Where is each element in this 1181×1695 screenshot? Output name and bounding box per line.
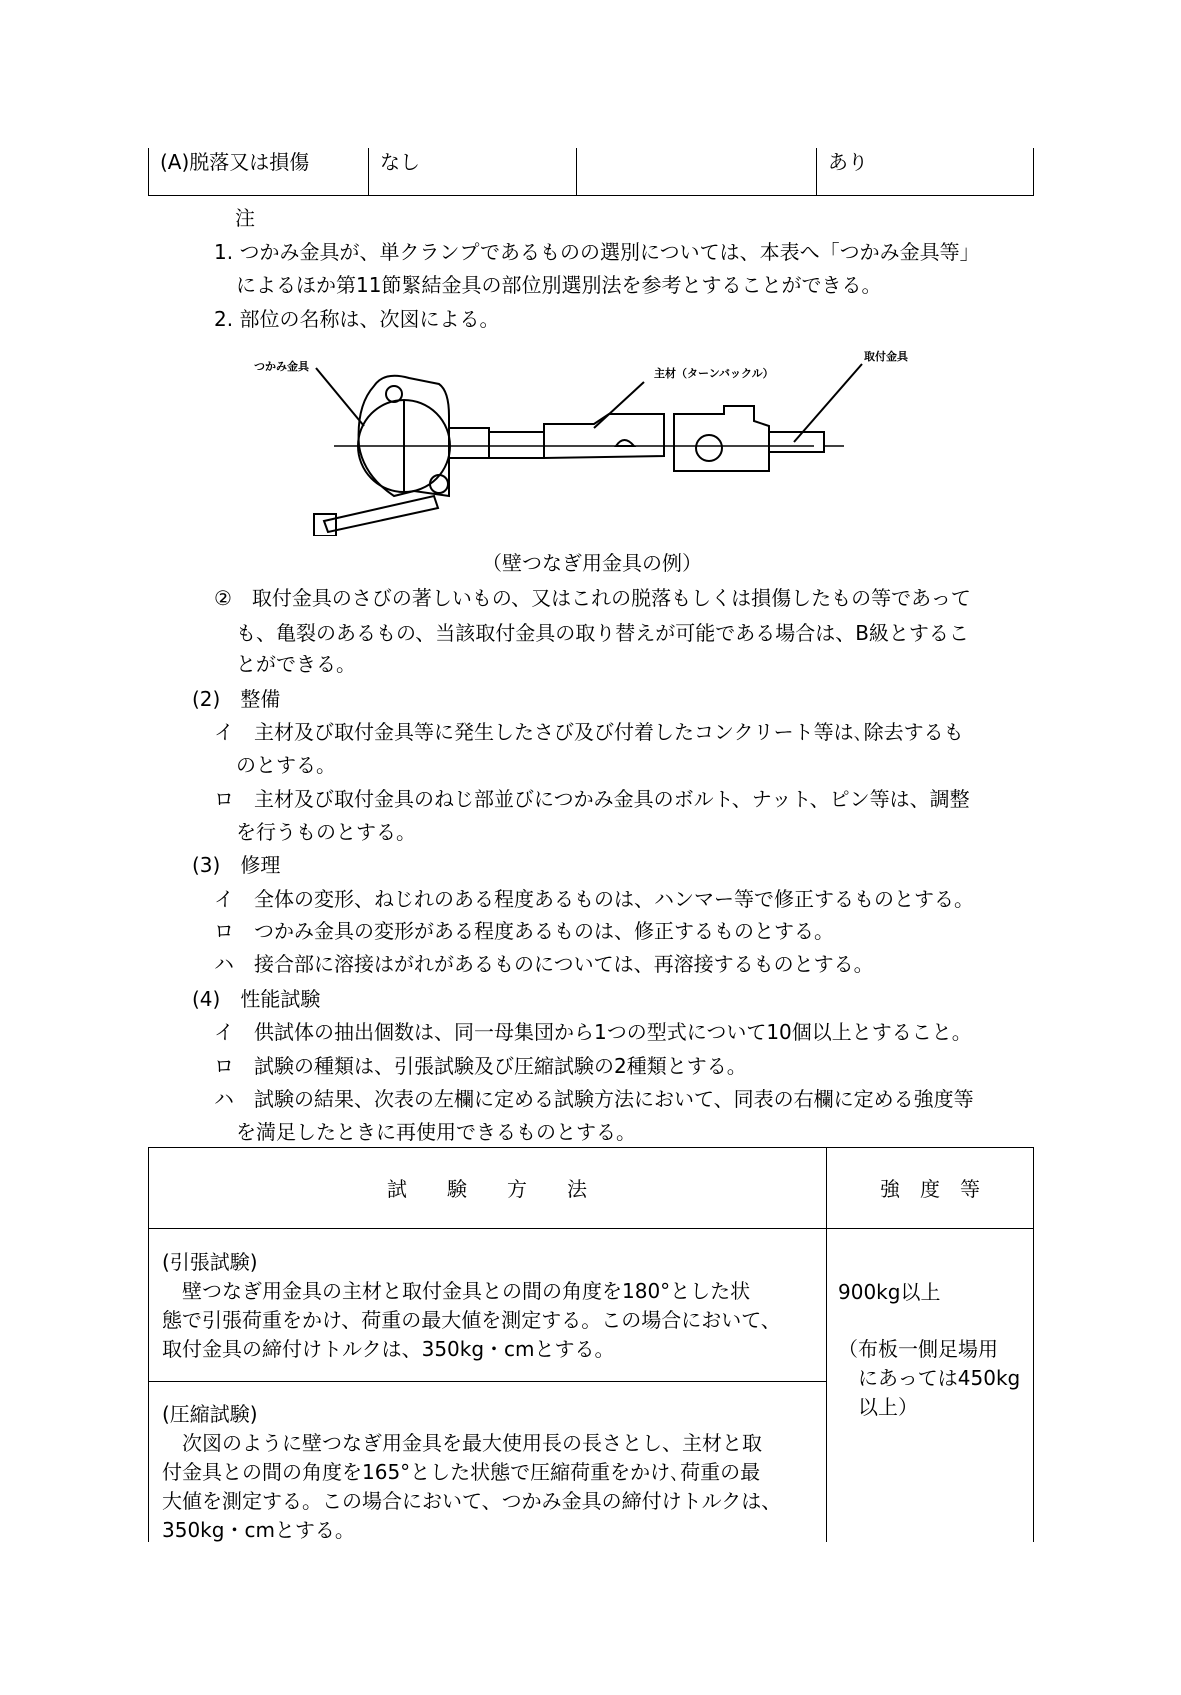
paragraph-line: ロ つかみ金具の変形がある程度あるものは、修正するものとする。	[214, 919, 834, 943]
table-border	[576, 148, 577, 196]
paragraph-line: ロ 試験の種類は、引張試験及び圧縮試験の2種類とする。	[214, 1054, 747, 1078]
section-heading: (2) 整備	[192, 687, 281, 711]
table-cell: (A)脱落又は損傷	[160, 150, 310, 174]
note-text: 2. 部位の名称は、次図による。	[214, 307, 500, 331]
paragraph-line: ロ 主材及び取付金具のねじ部並びにつかみ金具のボルト、ナット、ピン等は、調整	[214, 787, 970, 811]
paragraph-line: のとする。	[236, 753, 336, 777]
table-border	[816, 148, 817, 196]
label-clamp: つかみ金具	[254, 360, 309, 373]
paragraph-line: ハ 試験の結果、次表の左欄に定める試験方法において、同表の右欄に定める強度等	[214, 1087, 974, 1111]
label-main: 主材（ターンバックル）	[654, 367, 774, 380]
header-test-method: 試 験 方 法	[387, 1177, 587, 1201]
paragraph-line: ハ 接合部に溶接はがれがあるものについては、再溶接するものとする。	[214, 952, 874, 976]
table-border	[368, 148, 369, 196]
table-border	[148, 1147, 149, 1542]
table-border	[148, 148, 149, 196]
strength-value: 900kg以上	[838, 1280, 941, 1304]
paragraph-line: とができる。	[236, 652, 356, 676]
strength-note: 以上）	[838, 1395, 918, 1419]
paragraph-line: イ 全体の変形、ねじれのある程度あるものは、ハンマー等で修正するものとする。	[214, 887, 974, 911]
tensile-line: 態で引張荷重をかけ、荷重の最大値を測定する。この場合において、	[162, 1308, 781, 1332]
table-border	[1033, 148, 1034, 196]
wall-tie-figure	[254, 346, 924, 536]
table-border	[148, 1228, 1034, 1229]
compression-title: (圧縮試験)	[162, 1402, 258, 1426]
tensile-title: (引張試験)	[162, 1250, 258, 1274]
note-text: によるほか第11節緊結金具の部位別選別法を参考とすることができる。	[236, 273, 882, 297]
table-cell: あり	[828, 150, 868, 174]
paragraph-line: ② 取付金具のさびの著しいもの、又はこれの脱落もしくは損傷したもの等であって	[214, 586, 971, 610]
note-text: 1. つかみ金具が、単クランプであるものの選別については、本表へ「つかみ金具等」	[214, 240, 980, 264]
table-border	[1033, 1147, 1034, 1542]
compression-line: 350kg・cmとする。	[162, 1518, 355, 1542]
tensile-line: 壁つなぎ用金具の主材と取付金具との間の角度を180°とした状	[162, 1279, 751, 1303]
paragraph-line: を行うものとする。	[236, 820, 416, 844]
note-heading: 注	[235, 206, 255, 230]
label-fitting: 取付金具	[864, 350, 908, 363]
table-border	[148, 195, 1034, 196]
table-cell: なし	[380, 150, 420, 174]
table-border	[826, 1147, 827, 1542]
strength-note: にあっては450kg	[838, 1366, 1021, 1390]
section-heading: (4) 性能試験	[192, 987, 321, 1011]
header-strength: 強 度 等	[880, 1177, 980, 1201]
table-border	[148, 1381, 826, 1382]
paragraph-line: イ 主材及び取付金具等に発生したさび及び付着したコンクリート等は､除去するも	[214, 720, 964, 744]
compression-line: 大値を測定する。この場合において、つかみ金具の締付けトルクは、	[162, 1489, 782, 1513]
strength-note: （布板一側足場用	[838, 1337, 998, 1361]
compression-line: 付金具との間の角度を165°とした状態で圧縮荷重をかけ､荷重の最	[162, 1460, 761, 1484]
tensile-line: 取付金具の締付けトルクは、350kg・cmとする。	[162, 1337, 615, 1361]
figure-caption: （壁つなぎ用金具の例）	[482, 551, 702, 575]
section-heading: (3) 修理	[192, 853, 281, 877]
table-border	[148, 1147, 1034, 1148]
paragraph-line: を満足したときに再使用できるものとする。	[236, 1120, 636, 1144]
compression-line: 次図のように壁つなぎ用金具を最大使用長の長さとし、主材と取	[162, 1431, 762, 1455]
paragraph-line: イ 供試体の抽出個数は、同一母集団から1つの型式について10個以上とすること。	[214, 1020, 972, 1044]
paragraph-line: も、亀裂のあるもの、当該取付金具の取り替えが可能である場合は、B級とするこ	[236, 621, 969, 645]
